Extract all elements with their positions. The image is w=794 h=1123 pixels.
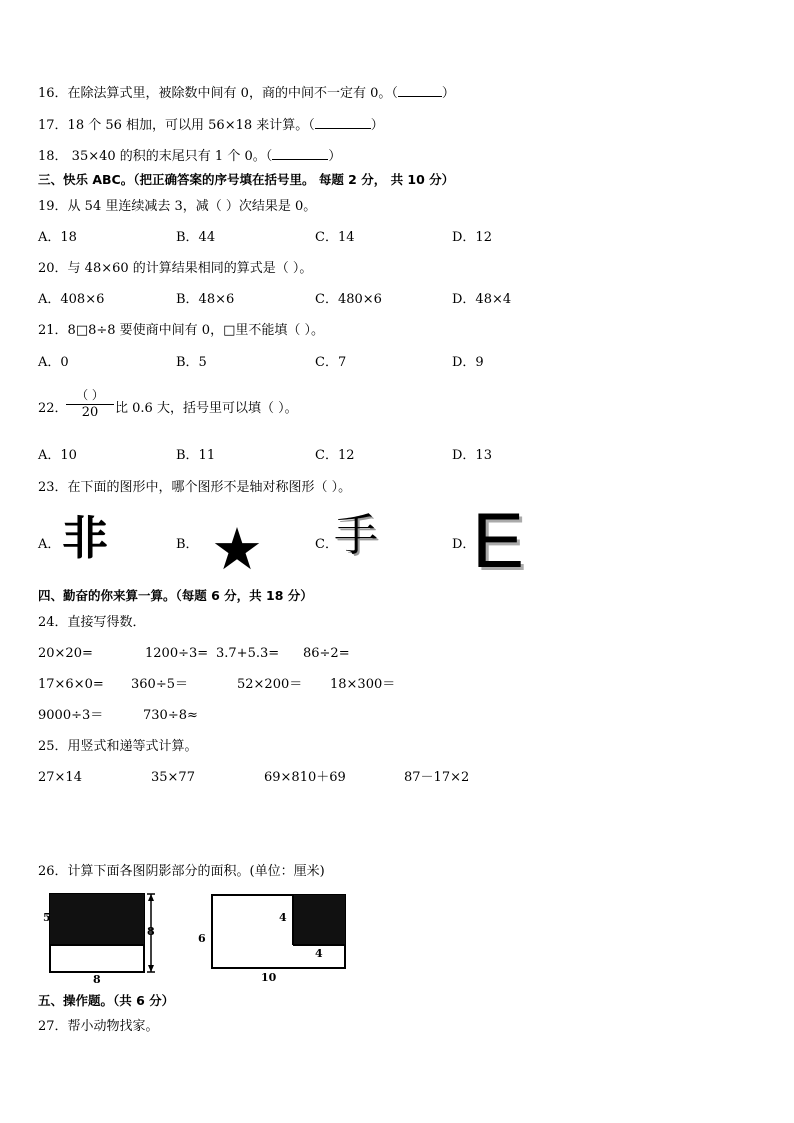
answer-blank[interactable] [315, 116, 371, 129]
paren-close: ） [441, 86, 455, 101]
option-c[interactable]: C．12 [315, 448, 355, 463]
option-d[interactable]: D．48×4 [452, 292, 512, 307]
option-a[interactable]: A．0 [38, 355, 69, 370]
star-icon[interactable]: ★ [211, 515, 263, 583]
option-d[interactable]: D．12 [452, 230, 492, 245]
question-text: 17．18 个 56 相加，可以用 56×18 来计算。（ [38, 118, 315, 133]
question-16 [38, 84, 455, 102]
option-b[interactable]: B．48×6 [176, 292, 235, 307]
question-26: 26．计算下面各图阴影部分的面积。(单位：厘米) [38, 864, 325, 879]
calc-item: 27×14 [38, 770, 82, 785]
answer-blank[interactable] [272, 147, 328, 160]
option-d[interactable]: D．9 [452, 355, 484, 370]
calc-item: 17×6×0= [38, 677, 104, 692]
option-b[interactable]: B． [176, 537, 199, 552]
option-c[interactable]: C．7 [315, 355, 347, 370]
option-a[interactable]: A．10 [38, 448, 77, 463]
question-22-prefix: 22． [38, 401, 68, 416]
bottom-dimension-label: 10 [261, 971, 277, 984]
option-a[interactable]: A．408×6 [38, 292, 105, 307]
calc-item: 20×20= [38, 646, 93, 661]
section-3-heading: 三、快乐 ABC。（把正确答案的序号填在括号里。 每题 2 分， 共 10 分） [38, 172, 455, 187]
question-27: 27．帮小动物找家。 [38, 1019, 159, 1034]
calc-item: 35×77 [151, 770, 195, 785]
question-text: 18． 35×40 的积的末尾只有 1 个 0。（ [38, 149, 273, 164]
calc-item: 360÷5＝ [131, 677, 188, 692]
question-24: 24．直接写得数． [38, 615, 146, 630]
calc-item: 9000÷3＝ [38, 708, 104, 723]
option-d[interactable]: D．13 [452, 448, 492, 463]
answer-blank[interactable] [398, 84, 442, 97]
figure-2 [196, 890, 356, 985]
inner-left-dimension-label: 4 [279, 911, 287, 924]
shou-character-icon[interactable]: 手 [334, 510, 378, 561]
question-17 [38, 116, 384, 134]
paren-close: ） [370, 118, 384, 133]
question-18 [38, 147, 341, 165]
calc-item: 52×200＝ [237, 677, 303, 692]
question-20: 20．与 48×60 的计算结果相同的算式是（ ）。 [38, 261, 313, 276]
question-21: 21．8□8÷8 要使商中间有 0，□里不能填（ ）。 [38, 323, 324, 338]
question-25: 25．用竖式和递等式计算。 [38, 739, 198, 754]
calc-item: 1200÷3= [145, 646, 209, 661]
calc-item: 730÷8≈ [143, 708, 198, 723]
option-a[interactable]: A． [38, 537, 61, 552]
question-19: 19．从 54 里连续减去 3，减（ ）次结果是 0。 [38, 199, 317, 214]
left-dimension-label: 6 [198, 932, 206, 945]
option-c[interactable]: C．480×6 [315, 292, 382, 307]
left-dimension-label: 5 [43, 911, 51, 924]
fei-character-icon[interactable]: 非 [62, 511, 108, 565]
calc-item: 86÷2= [303, 646, 350, 661]
inner-bottom-dimension-label: 4 [315, 947, 323, 960]
option-b[interactable]: B．5 [176, 355, 207, 370]
figure-1 [36, 890, 166, 986]
fraction-denominator: 20 [66, 404, 114, 421]
option-b[interactable]: B．11 [176, 448, 216, 463]
section-4-heading: 四、勤奋的你来算一算。（每题 6 分，共 18 分） [38, 588, 313, 603]
section-5-heading: 五、操作题。（共 6 分） [38, 993, 175, 1008]
right-dimension-label: 8 [147, 925, 155, 938]
question-23: 23．在下面的图形中，哪个图形不是轴对称图形（ ）。 [38, 480, 352, 495]
option-a[interactable]: A．18 [38, 230, 77, 245]
fraction [66, 388, 114, 421]
calc-item: 69×810＋69 [264, 770, 346, 785]
question-text: 16．在除法算式里，被除数中间有 0，商的中间不一定有 0。（ [38, 86, 398, 101]
fraction-numerator[interactable]: （ ） [76, 388, 104, 402]
calc-item: 18×300＝ [330, 677, 396, 692]
letter-e-icon[interactable]: E [472, 496, 525, 584]
option-d[interactable]: D． [452, 537, 476, 552]
calc-item: 87－17×2 [404, 770, 470, 785]
paren-close: ） [328, 149, 342, 164]
question-22-suffix: 比 0.6 大，括号里可以填（ ）。 [115, 401, 298, 416]
option-c[interactable]: C．14 [315, 230, 355, 245]
bottom-dimension-label: 8 [93, 973, 101, 986]
option-b[interactable]: B．44 [176, 230, 216, 245]
calc-item: 3.7+5.3= [216, 646, 280, 661]
option-c[interactable]: C． [315, 537, 338, 552]
